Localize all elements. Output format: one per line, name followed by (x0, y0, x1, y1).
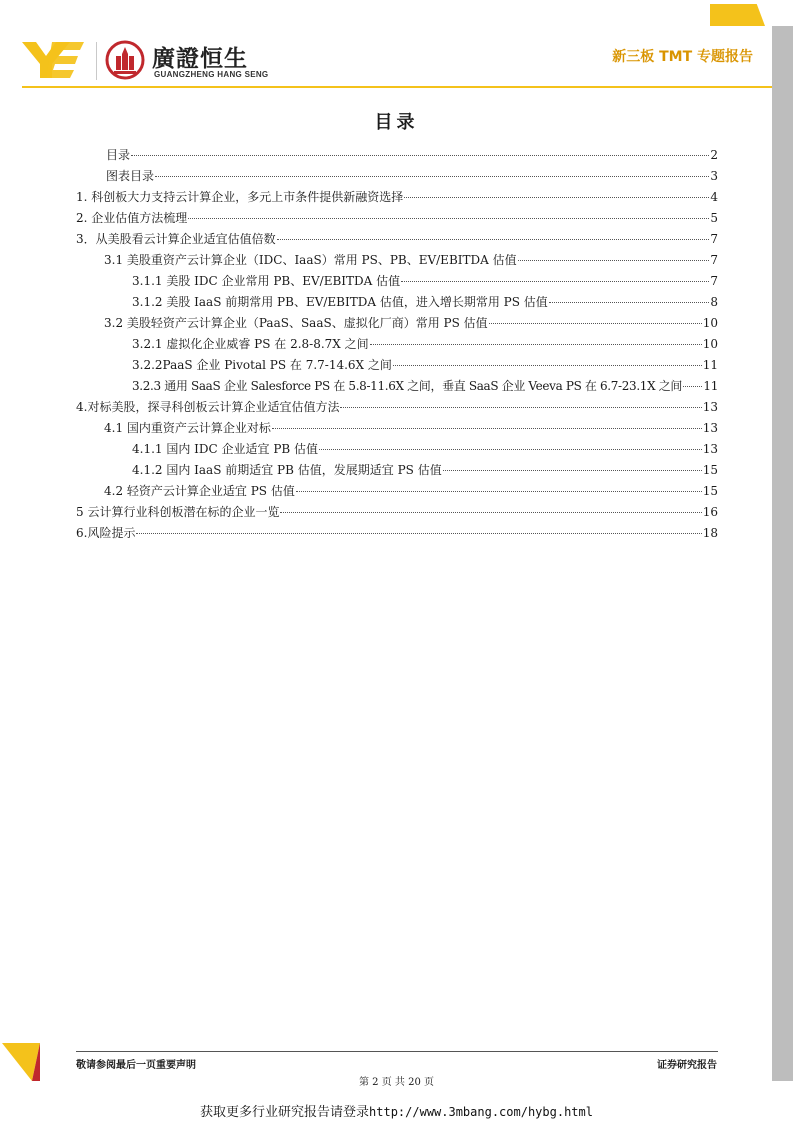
toc-entry-text: 5 云计算行业科创板潜在标的企业一览 (76, 505, 280, 519)
toc-entry-page: 13 (702, 421, 718, 435)
toc-entry-page: 7 (710, 253, 718, 267)
toc-entry[interactable] (76, 398, 718, 419)
toc-entry-text: 3.2.3 通用 SaaS 企业 Salesforce PS 在 5.8-11.6X 之间，垂直 SaaS 企业 Veeva PS 在 6.7-23.1X 之间 (132, 379, 683, 393)
toc-entry-text: 4.1.2 国内 IaaS 前期适宜 PB 估值，发展期适宜 PS 估值 (132, 463, 442, 477)
footer-divider (76, 1051, 718, 1052)
download-link[interactable]: http://www.3mbang.com/hybg.html (369, 1105, 593, 1119)
ye-logo-icon (22, 38, 84, 82)
toc-entry[interactable] (76, 356, 718, 377)
toc-dot-leader (340, 407, 701, 408)
toc-entry-page: 8 (710, 295, 718, 309)
toc-entry-page: 5 (710, 211, 718, 225)
report-type-label: 新三板 TMT 专题报告 (612, 49, 753, 65)
toc-entry[interactable] (76, 167, 718, 188)
toc-dot-leader (683, 386, 702, 387)
toc-entry-page: 11 (702, 358, 718, 372)
toc-entry-page: 13 (702, 400, 718, 414)
toc-entry-text: 3.2.2PaaS 企业 Pivotal PS 在 7.7-14.6X 之间 (132, 358, 392, 372)
toc-entry-text: 图表目录 (106, 169, 155, 183)
toc-dot-leader (401, 281, 709, 282)
toc-entry-text: 3.1.1 美股 IDC 企业常用 PB、EV/EBITDA 估值 (132, 274, 401, 288)
toc-entry-text: 4.1.1 国内 IDC 企业适宜 PB 估值 (132, 442, 319, 456)
toc-entry[interactable] (76, 209, 718, 230)
toc-entry[interactable] (76, 230, 718, 251)
toc-dot-leader (272, 428, 702, 429)
table-of-contents (76, 146, 718, 545)
toc-entry[interactable] (76, 293, 718, 314)
toc-entry[interactable] (76, 188, 718, 209)
footer-disclaimer: 敬请参阅最后一页重要声明 (76, 1060, 196, 1071)
toc-dot-leader (518, 260, 710, 261)
toc-entry[interactable] (76, 440, 718, 461)
toc-dot-leader (131, 155, 709, 156)
toc-entry[interactable] (76, 272, 718, 293)
toc-entry[interactable] (76, 335, 718, 356)
toc-entry[interactable] (76, 251, 718, 272)
toc-entry-text: 3.2 美股轻资产云计算企业（PaaS、SaaS、虚拟化厂商）常用 PS 估值 (104, 316, 488, 330)
toc-entry-page: 15 (702, 484, 718, 498)
footer-page-info: 第 2 页 共 20 页 (359, 1077, 434, 1088)
toc-entry-page: 7 (710, 232, 718, 246)
toc-entry-page: 2 (710, 148, 718, 162)
toc-dot-leader (393, 365, 702, 366)
toc-dot-leader (489, 323, 702, 324)
toc-entry-page: 10 (702, 337, 718, 351)
toc-entry-page: 18 (702, 526, 718, 540)
logo-separator (96, 42, 97, 80)
toc-entry-text: 6.风险提示 (76, 526, 136, 540)
right-margin-bar (772, 26, 793, 1081)
footer-download-note (0, 1101, 793, 1120)
toc-entry[interactable] (76, 524, 718, 545)
toc-entry[interactable] (76, 482, 718, 503)
toc-dot-leader (443, 470, 702, 471)
toc-entry-page: 11 (703, 379, 718, 393)
toc-entry-page: 15 (702, 463, 718, 477)
toc-dot-leader (296, 491, 702, 492)
toc-entry-text: 3.1 美股重资产云计算企业（IDC、IaaS）常用 PS、PB、EV/EBITDA 估值 (104, 253, 517, 267)
toc-dot-leader (277, 239, 710, 240)
header-divider (22, 86, 772, 88)
brand-name-en: GUANGZHENG HANG SENG (154, 70, 269, 79)
toc-entry-page: 3 (710, 169, 718, 183)
toc-entry[interactable] (76, 419, 718, 440)
download-text: 获取更多行业研究报告请登录 (200, 1105, 370, 1120)
toc-entry-page: 7 (710, 274, 718, 288)
toc-entry[interactable] (76, 314, 718, 335)
toc-entry-text: 目录 (106, 148, 131, 162)
toc-entry-page: 4 (710, 190, 718, 204)
toc-dot-leader (370, 344, 702, 345)
toc-entry-text: 3．从美股看云计算企业适宜估值倍数 (76, 232, 276, 246)
toc-dot-leader (319, 449, 702, 450)
toc-dot-leader (136, 533, 701, 534)
toc-entry-text: 3.1.2 美股 IaaS 前期常用 PB、EV/EBITDA 估值，进入增长期常用 PS 估值 (132, 295, 548, 309)
header-corner-tab (710, 4, 765, 26)
toc-dot-leader (549, 302, 710, 303)
toc-entry-page: 16 (702, 505, 718, 519)
footer-report-label: 证券研究报告 (657, 1060, 717, 1071)
brand-name-cn: 廣證恒生 (152, 46, 248, 72)
toc-entry[interactable] (76, 377, 718, 398)
seal-logo-icon (105, 40, 145, 80)
toc-entry[interactable] (76, 503, 718, 524)
toc-entry-text: 2. 企业估值方法梳理 (76, 211, 188, 225)
toc-dot-leader (188, 218, 709, 219)
toc-entry-text: 4.对标美股，探寻科创板云计算企业适宜估值方法 (76, 400, 340, 414)
toc-entry-text: 4.2 轻资产云计算企业适宜 PS 估值 (104, 484, 295, 498)
toc-title: 目录 (374, 112, 419, 133)
toc-entry-text: 3.2.1 虚拟化企业威睿 PS 在 2.8-8.7X 之间 (132, 337, 369, 351)
toc-entry[interactable] (76, 461, 718, 482)
toc-dot-leader (155, 176, 709, 177)
toc-entry[interactable] (76, 146, 718, 167)
toc-entry-page: 10 (702, 316, 718, 330)
toc-dot-leader (280, 512, 701, 513)
toc-entry-page: 13 (702, 442, 718, 456)
toc-entry-text: 4.1 国内重资产云计算企业对标 (104, 421, 271, 435)
toc-dot-leader (404, 197, 709, 198)
toc-entry-text: 1. 科创板大力支持云计算企业，多元上市条件提供新融资选择 (76, 190, 404, 204)
